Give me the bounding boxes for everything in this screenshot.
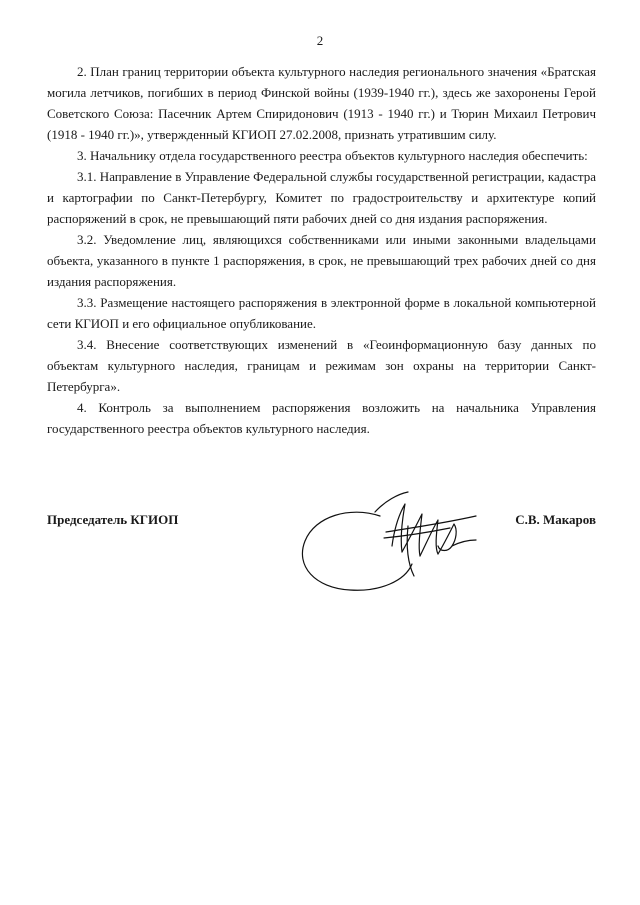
signatory-name: С.В. Макаров	[515, 512, 596, 527]
page-number: 2	[316, 33, 324, 48]
paragraph-3-1: 3.1. Направление в Управление Федеральной службы государственной регистрации, кадастра и картографии по Санкт-Петербургу, Комитет по градостроительству и архитектуре копий распоряжений в срок, не превышающий пяти рабочих дней со дня издания распоряжения.	[47, 169, 596, 226]
paragraph-3-3: 3.3. Размещение настоящего распоряжения в электронной форме в локальной компьютерной сети КГИОП и его официальное опубликование.	[47, 295, 596, 331]
signatory-title: Председатель КГИОП	[47, 512, 179, 527]
paragraph-2: 2. План границ территории объекта культурного наследия регионального значения «Братская могила летчиков, погибших в период Финской войны (1939-1940 гг.), здесь же захоронены Герой Советского Союза: Пасечник Артем Спиридонович (1913 - 1940 гг.) и Тюрин Михаил Петрович (1918 - 1940 гг.)», утвержденный КГИОП 27.02.2008, признать утратившим силу.	[47, 64, 596, 142]
signature-block	[47, 470, 596, 600]
paragraph-4: 4. Контроль за выполнением распоряжения возложить на начальника Управления государственного реестра объектов культурного наследия.	[47, 400, 596, 436]
paragraph-3-4: 3.4. Внесение соответствующих изменений в «Геоинформационную базу данных по объектам культурного наследия, границам и режимам зон охраны на территории Санкт-Петербурга».	[47, 337, 596, 394]
handwritten-signature-icon	[280, 486, 480, 596]
paragraph-3: 3. Начальнику отдела государственного реестра объектов культурного наследия обеспечить:	[77, 148, 588, 163]
paragraph-3-2: 3.2. Уведомление лиц, являющихся собственниками или иными законными владельцами объекта, указанного в пункте 1 распоряжения, в срок, не превышающий трех рабочих дней со дня издания распоряжения.	[47, 232, 596, 289]
document-body	[47, 61, 596, 439]
